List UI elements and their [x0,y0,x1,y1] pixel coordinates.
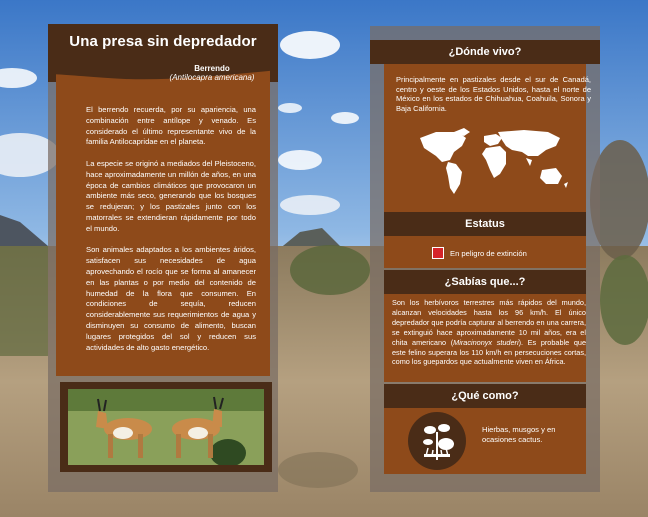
status-label: En peligro de extinción [450,248,527,258]
common-name: Berrendo [194,64,230,73]
species-subtitle [152,64,272,82]
plant-diet-icon [408,412,466,470]
estatus-title: Estatus [384,212,586,236]
que-title: ¿Qué como? [384,384,586,408]
paragraph-2: La especie se originó a mediados del Pleistoceno, hace aproximadamente un millón de años, en una época de cambios climáticos que provocaron un ambiente más seco, generando que los bosques se redujeran; y los pastizales junto con los matorrales se extendieran rápidamente por todo el mundo. [86,158,256,233]
donde-title: ¿Dónde vivo? [370,40,600,64]
scientific-name: (Antilocapra americana) [169,73,255,82]
paragraph-1: El berrendo recuerda, por su apariencia, una combinación entre antílope y venado. Es considerado el último representante vivo de la familia Antilocapridae en el planeta. [86,105,256,147]
pronghorn-photo-frame [60,382,272,472]
status-indicator [432,247,527,259]
endangered-status-icon [432,247,444,259]
world-map [414,126,574,202]
que-text: Hierbas, musgos y en ocasiones cactus. [482,425,556,444]
pronghorn-photo [68,389,264,465]
paragraph-3: Son animales adaptados a los ambientes áridos, satisfacen sus necesidades de agua aprovechando el rocío que se forma al amanecer en las plantas o por medio del contenido de humedad de la flora que consumen. En condiciones de sequía, reducen considerablemente sus requerimientos de agua y disminuyen su consumo de alimento, buscan lugares protegidos del sol y reducen sus actividades de alto gasto energético. [86,245,256,352]
description-text [86,105,256,364]
sabias-title: ¿Sabías que...? [384,270,586,294]
page-title: Una presa sin depredador [69,33,257,50]
sabias-text: Son los herbívoros terrestres más rápidos del mundo, alcanzan velocidades hasta los 96 km/h. El único depredador que podría capturar al berrendo en una carrera, se extinguió hace aproximadamente 10 mil años, era el chita americano (Miracinonyx studeri). Es probable que este felino superara los 110 km/h en persecuciones cortas, como los guepardos que actualmente viven en África. [392,298,587,367]
donde-text: Principalmente en pastizales desde el sur de Canadá, centro y oeste de los Estados Unidos, hasta el norte de México en los estados de Chihuahua, Coahuila, Sonora y Baja California. [396,75,591,113]
